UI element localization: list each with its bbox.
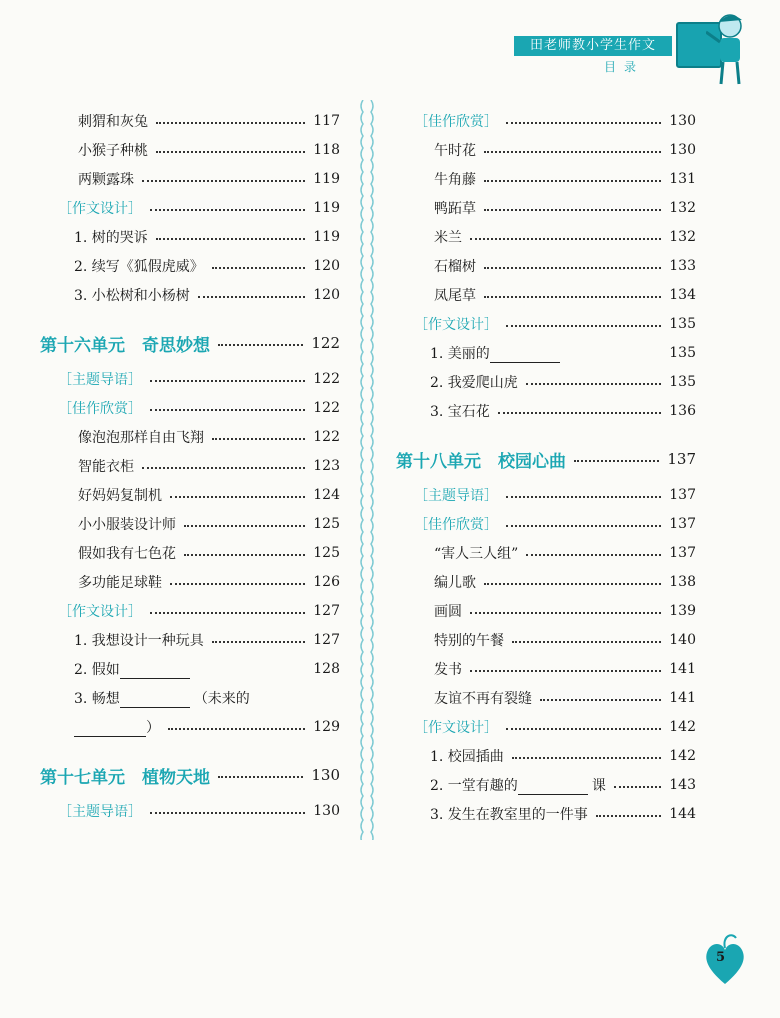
toc-entry[interactable] <box>40 280 340 309</box>
toc-entry[interactable] <box>396 683 696 712</box>
page-number: 5 <box>716 950 726 965</box>
toc-entry-title: 智能衣柜 <box>78 458 134 475</box>
page-ref: 131 <box>669 170 696 187</box>
fill-in-blank-line <box>74 720 146 737</box>
toc-entry[interactable] <box>396 538 696 567</box>
toc-entry[interactable] <box>40 625 340 654</box>
unit-title: 第十八单元 校园心曲 <box>396 451 566 472</box>
dot-leader <box>156 151 305 153</box>
tag-title: ［主题导语］ <box>58 803 142 820</box>
dot-leader <box>526 554 661 556</box>
page-ref: 144 <box>669 805 696 822</box>
title-text-before-blank: 3. 畅想 <box>74 690 120 707</box>
toc-entry-title <box>74 688 250 708</box>
toc-entry-title: 2. 我爱爬山虎 <box>430 374 518 391</box>
toc-right-column <box>396 106 696 828</box>
page-ref: 119 <box>313 228 340 245</box>
page-ref: 130 <box>311 766 340 784</box>
dot-leader <box>484 151 661 153</box>
fill-in-blank-line <box>120 691 190 708</box>
dot-leader <box>142 467 305 469</box>
page-ref: 130 <box>669 112 696 129</box>
toc-entry-title <box>74 717 160 737</box>
page-ref: 127 <box>313 602 340 619</box>
toc-entry[interactable] <box>396 799 696 828</box>
dot-leader <box>156 122 305 124</box>
fill-in-blank-line <box>490 346 560 363</box>
toc-entry[interactable] <box>40 480 340 509</box>
page-ref: 142 <box>669 718 696 735</box>
dot-leader <box>150 380 305 382</box>
page-ref: 120 <box>313 257 340 274</box>
toc-entry[interactable] <box>396 567 696 596</box>
tag-title: ［作文设计］ <box>58 603 142 620</box>
toc-unit-heading[interactable] <box>396 438 696 480</box>
toc-entry[interactable] <box>40 251 340 280</box>
toc-entry-title: 友谊不再有裂缝 <box>434 690 532 707</box>
dot-leader <box>150 209 305 211</box>
dot-leader <box>596 815 661 817</box>
toc-entry[interactable] <box>40 422 340 451</box>
page-ref: 128 <box>313 660 340 677</box>
dot-leader <box>156 238 305 240</box>
dot-leader <box>506 525 661 527</box>
page-ref: 132 <box>669 228 696 245</box>
toc-entry-title: 3. 小松树和小杨树 <box>74 287 190 304</box>
fill-in-blank-line <box>518 778 588 795</box>
toc-entry-title: 米兰 <box>434 229 462 246</box>
page-ref: 137 <box>669 486 696 503</box>
book-title: 田老师教小学生作文 <box>514 36 672 56</box>
page-ref: 137 <box>669 544 696 561</box>
toc-entry-title: 特别的午餐 <box>434 632 504 649</box>
toc-entry-title: “害人三人组” <box>434 545 519 562</box>
toc-section-tag[interactable] <box>40 364 340 393</box>
toc-entry[interactable] <box>40 135 340 164</box>
dot-leader <box>506 728 661 730</box>
toc-entry[interactable] <box>396 654 696 683</box>
page-ref: 120 <box>313 286 340 303</box>
section-spacer <box>40 309 340 322</box>
tag-title: ［作文设计］ <box>414 316 498 333</box>
page-ref: 126 <box>313 573 340 590</box>
page-ref: 140 <box>669 631 696 648</box>
toc-entry-title <box>430 775 606 795</box>
dot-leader <box>470 670 661 672</box>
toc-entry[interactable] <box>396 222 696 251</box>
toc-section-tag[interactable] <box>396 509 696 538</box>
unit-title: 第十六单元 奇思妙想 <box>40 335 210 356</box>
dot-leader <box>198 296 305 298</box>
page-ref: 122 <box>311 334 340 352</box>
toc-entry[interactable] <box>40 567 340 596</box>
toc-entry[interactable] <box>396 280 696 309</box>
page-ref: 117 <box>313 112 340 129</box>
unit-title: 第十七单元 植物天地 <box>40 767 210 788</box>
page-ref: 124 <box>313 486 340 503</box>
dot-leader <box>212 267 305 269</box>
page-ref: 135 <box>669 315 696 332</box>
title-text-before-blank: 2. 一堂有趣的 <box>430 777 518 794</box>
page-ref: 135 <box>669 344 696 361</box>
toc-entry[interactable] <box>396 625 696 654</box>
section-spacer <box>396 425 696 438</box>
toc-entry-title: 鸭跖草 <box>434 200 476 217</box>
dot-leader <box>218 776 303 778</box>
dot-leader <box>512 757 661 759</box>
column-divider <box>357 100 377 840</box>
toc-entry-title: 假如我有七色花 <box>78 545 176 562</box>
toc-entry[interactable] <box>40 683 340 712</box>
tag-title: ［佳作欣赏］ <box>414 113 498 130</box>
page-ref: 139 <box>669 602 696 619</box>
dot-leader <box>506 122 661 124</box>
toc-entry-title: 3. 宝石花 <box>430 403 490 420</box>
dot-leader <box>506 496 661 498</box>
page-ref: 136 <box>669 402 696 419</box>
page-ref: 141 <box>669 660 696 677</box>
page-ref: 130 <box>669 141 696 158</box>
toc-left-column <box>40 106 340 825</box>
toc-entry-title: 3. 发生在教室里的一件事 <box>430 806 588 823</box>
dot-leader <box>506 325 661 327</box>
section-spacer <box>40 741 340 754</box>
toc-entry[interactable] <box>396 193 696 222</box>
dot-leader <box>484 267 661 269</box>
dot-leader <box>484 209 661 211</box>
page-ref: 122 <box>313 370 340 387</box>
page-ref: 129 <box>313 718 340 735</box>
toc-entry-title: 1. 树的哭诉 <box>74 229 148 246</box>
dot-leader <box>168 728 305 730</box>
title-text-after-blank: 课 <box>591 777 606 794</box>
toc-section-tag[interactable] <box>396 309 696 338</box>
dot-leader <box>484 583 661 585</box>
toc-entry[interactable] <box>396 338 696 367</box>
dot-leader <box>498 412 661 414</box>
toc-entry[interactable] <box>396 741 696 770</box>
tag-title: ［佳作欣赏］ <box>414 516 498 533</box>
toc-entry-title: 1. 我想设计一种玩具 <box>74 632 204 649</box>
toc-entry[interactable] <box>40 654 340 683</box>
page-ref: 130 <box>313 802 340 819</box>
page-ref: 135 <box>669 373 696 390</box>
toc-entry[interactable] <box>40 106 340 135</box>
toc-entry-title: 两颗露珠 <box>78 171 134 188</box>
page-ref: 125 <box>313 515 340 532</box>
dot-leader <box>526 383 661 385</box>
tag-title: ［主题导语］ <box>58 371 142 388</box>
dot-leader <box>150 612 305 614</box>
toc-section-tag[interactable] <box>396 106 696 135</box>
page-ref: 118 <box>313 141 340 158</box>
page-ref: 119 <box>313 170 340 187</box>
page-ref: 143 <box>669 776 696 793</box>
toc-entry-title: 凤尾草 <box>434 287 476 304</box>
toc-entry[interactable] <box>396 770 696 799</box>
dot-leader <box>170 496 305 498</box>
toc-section-tag[interactable] <box>396 712 696 741</box>
tag-title: ［主题导语］ <box>414 487 498 504</box>
toc-section-tag[interactable] <box>40 796 340 825</box>
toc-entry[interactable] <box>40 222 340 251</box>
dot-leader <box>150 812 305 814</box>
dot-leader <box>512 641 661 643</box>
dot-leader <box>212 641 305 643</box>
toc-entry[interactable] <box>396 367 696 396</box>
toc-entry-title: 小小服装设计师 <box>78 516 176 533</box>
toc-entry[interactable] <box>40 712 340 741</box>
dot-leader <box>470 238 661 240</box>
page-ref: 119 <box>313 199 340 216</box>
title-text-before-blank: 2. 假如 <box>74 661 120 678</box>
toc-entry-title: 多功能足球鞋 <box>78 574 162 591</box>
teacher-figure-icon <box>706 10 756 90</box>
fill-in-blank-line <box>120 662 190 679</box>
page-ref: 138 <box>669 573 696 590</box>
toc-entry-title <box>430 343 560 363</box>
toc-entry[interactable] <box>40 451 340 480</box>
page-ref: 132 <box>669 199 696 216</box>
title-text-after-blank: ） <box>146 719 160 736</box>
toc-entry-title: 1. 校园插曲 <box>430 748 504 765</box>
toc-entry[interactable] <box>396 164 696 193</box>
toc-section-tag[interactable] <box>40 596 340 625</box>
tag-title: ［作文设计］ <box>58 200 142 217</box>
page-ref: 133 <box>669 257 696 274</box>
dot-leader <box>484 296 661 298</box>
toc-unit-heading[interactable] <box>40 754 340 796</box>
toc-unit-heading[interactable] <box>40 322 340 364</box>
toc-section-tag[interactable] <box>396 480 696 509</box>
toc-entry-title: 石榴树 <box>434 258 476 275</box>
page-ref: 127 <box>313 631 340 648</box>
toc-entry[interactable] <box>40 164 340 193</box>
page-ref: 141 <box>669 689 696 706</box>
dot-leader <box>212 438 305 440</box>
toc-section-tag[interactable] <box>40 193 340 222</box>
dot-leader <box>484 180 661 182</box>
title-text-after-blank: （未来的 <box>193 690 250 707</box>
toc-entry[interactable] <box>40 538 340 567</box>
page-ref: 125 <box>313 544 340 561</box>
toc-entry-title: 画圆 <box>434 603 462 620</box>
page-ref: 123 <box>313 457 340 474</box>
page-ref: 142 <box>669 747 696 764</box>
dot-leader <box>184 525 305 527</box>
dot-leader <box>574 460 659 462</box>
dot-leader <box>218 344 303 346</box>
toc-entry-title: 刺猬和灰兔 <box>78 113 148 130</box>
toc-entry-title: 牛角藤 <box>434 171 476 188</box>
tag-title: ［佳作欣赏］ <box>58 400 142 417</box>
toc-entry[interactable] <box>396 251 696 280</box>
toc-entry-title: 小猴子种桃 <box>78 142 148 159</box>
dot-leader <box>170 583 305 585</box>
toc-entry-title: 编儿歌 <box>434 574 476 591</box>
dot-leader <box>142 180 305 182</box>
toc-entry-title: 2. 续写《狐假虎威》 <box>74 258 204 275</box>
page-ref: 137 <box>667 450 696 468</box>
dot-leader <box>614 786 661 788</box>
toc-entry[interactable] <box>396 135 696 164</box>
section-label: 目录 <box>604 60 645 74</box>
toc-entry-title: 午时花 <box>434 142 476 159</box>
toc-entry[interactable] <box>396 596 696 625</box>
page-ref: 134 <box>669 286 696 303</box>
page-ref: 137 <box>669 515 696 532</box>
dot-leader <box>470 612 661 614</box>
dot-leader <box>540 699 661 701</box>
dot-leader <box>150 409 305 411</box>
toc-entry-title: 像泡泡那样自由飞翔 <box>78 429 204 446</box>
toc-entry-title: 好妈妈复制机 <box>78 487 162 504</box>
dot-leader <box>184 554 305 556</box>
page-ref: 122 <box>313 428 340 445</box>
page-ref: 122 <box>313 399 340 416</box>
toc-entry-title <box>74 659 190 679</box>
tag-title: ［作文设计］ <box>414 719 498 736</box>
title-text-before-blank: 1. 美丽的 <box>430 345 490 362</box>
toc-entry[interactable] <box>396 396 696 425</box>
toc-entry-title: 发书 <box>434 661 462 678</box>
toc-entry[interactable] <box>40 509 340 538</box>
toc-section-tag[interactable] <box>40 393 340 422</box>
